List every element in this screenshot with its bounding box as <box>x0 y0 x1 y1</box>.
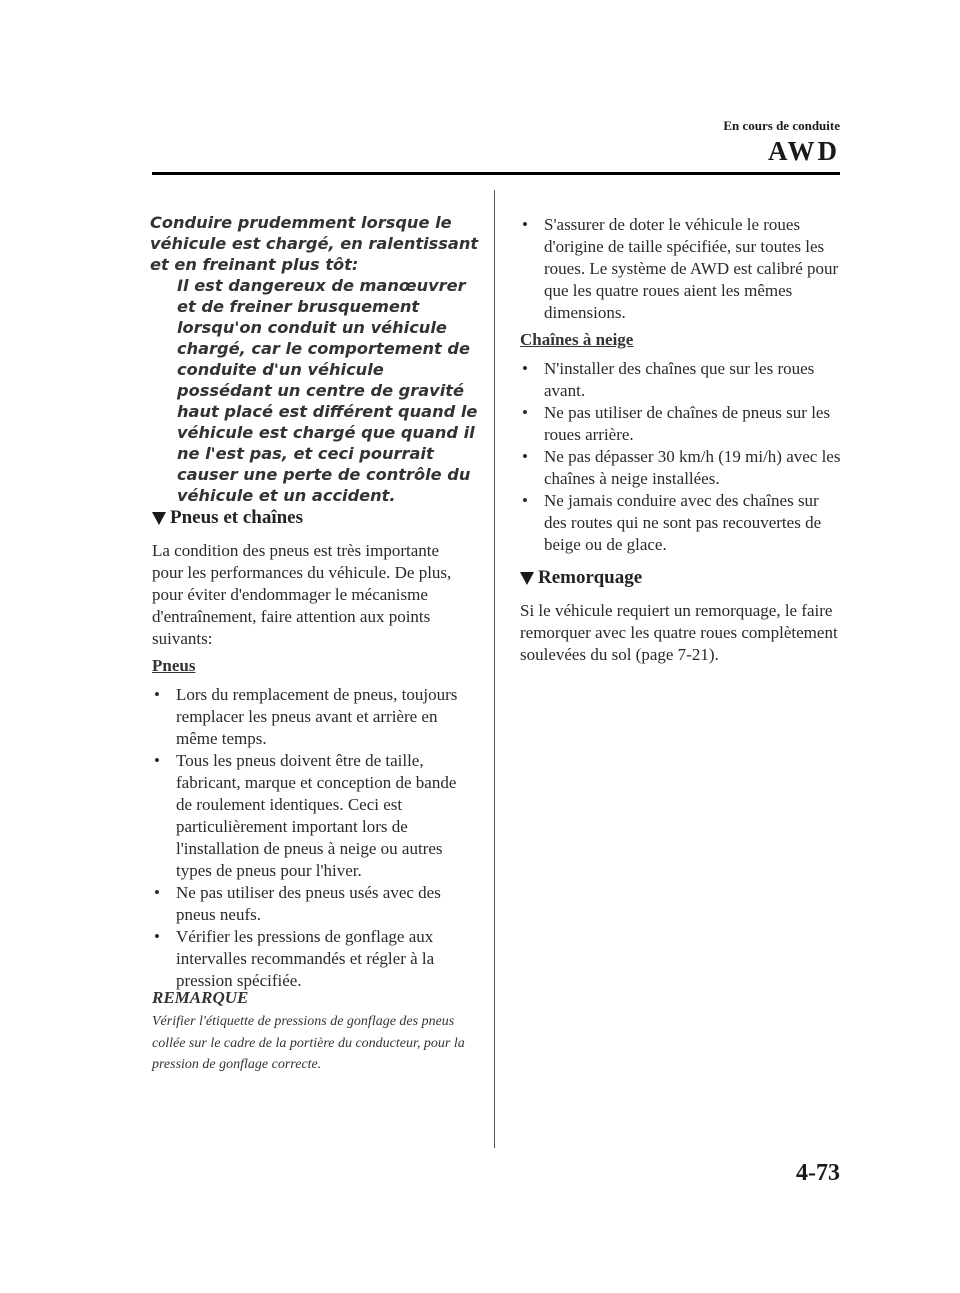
tires-bullet-list-continued <box>520 214 842 324</box>
list-item: • Ne pas dépasser 30 km/h (19 mi/h) avec les chaînes à neige installées. <box>522 447 841 488</box>
tires-chains-intro: La condition des pneus est très importante pour les performances du véhicule. De plus, pour éviter d'endommager le mécanisme d'entraînement, faire attention aux points suivants: <box>152 541 452 648</box>
towing-section <box>520 567 840 589</box>
warning-body: Il est dangereux de manœuvrer et de freiner brusquement lorsqu'on conduit un véhicule chargé, car le comportement de conduite d'un véhicule possédant un centre de gravité haut placé est différent quand le véhicule est chargé que quand il ne l'est pas, et ceci pourrait causer une perte de contrôle du véhicule et un accident. <box>177 276 478 505</box>
chains-subheading: Chaînes à neige <box>520 330 634 349</box>
list-item: • Ne pas utiliser de chaînes de pneus sur les roues arrière. <box>522 403 831 444</box>
list-item: • Tous les pneus doivent être de taille, fabricant, marque et conception de bande de roulement identiques. Ceci est particulièrement important lors de l'installation de pneus à neige ou autres types de pneus pour l'hiver. <box>154 751 457 880</box>
list-item: • S'assurer de doter le véhicule le roues d'origine de taille spécifiée, sur toutes les roues. Le système de AWD est calibré pour que les quatre roues aient les mêmes dimensions. <box>522 215 839 322</box>
page-number: 4-73 <box>796 1160 840 1186</box>
bullet-icon: • <box>522 359 528 378</box>
list-item: • Lors du remplacement de pneus, toujours remplacer les pneus avant et arrière en même temps. <box>154 685 458 748</box>
towing-heading: Remorquage <box>538 567 643 588</box>
bullet-icon: • <box>522 491 528 510</box>
list-item: • Ne jamais conduire avec des chaînes sur des routes qui ne sont pas recouvertes de beige ou de glace. <box>522 491 822 554</box>
chains-bullet-list <box>520 358 842 556</box>
chapter-title: AWD <box>767 136 840 166</box>
header-divider <box>152 172 840 175</box>
list-item: • Ne pas utiliser des pneus usés avec des pneus neufs. <box>154 883 441 924</box>
tires-chains-heading: Pneus et chaînes <box>170 507 303 528</box>
section-heading <box>152 507 482 529</box>
warning-title: Conduire prudemment lorsque le véhicule est chargé, en ralentissant et en freinant plus tôt: <box>150 213 479 274</box>
bullet-icon: • <box>154 883 160 902</box>
list-item: • N'installer des chaînes que sur les roues avant. <box>522 359 815 400</box>
note-title: REMARQUE <box>152 988 249 1007</box>
column-divider <box>494 190 495 1148</box>
bullet-icon: • <box>522 215 528 234</box>
list-item: • Vérifier les pressions de gonflage aux intervalles recommandés et régler à la pression spécifiée. <box>154 927 435 990</box>
section-title: En cours de conduite <box>723 118 840 133</box>
bullet-icon: • <box>154 685 160 704</box>
note-body: Vérifier l'étiquette de pressions de gonflage des pneus collée sur le cadre de la portière du conducteur, pour la pression de gonflage correcte. <box>152 1014 465 1072</box>
tires-chains-section <box>152 507 482 529</box>
towing-body: Si le véhicule requiert un remorquage, le faire remorquer avec les quatre roues complètement soulevées du sol (page 7-21). <box>520 601 838 664</box>
triangle-marker-icon <box>152 512 166 525</box>
tires-subheading: Pneus <box>152 656 196 675</box>
bullet-icon: • <box>522 447 528 466</box>
tires-bullet-list <box>152 684 472 992</box>
bullet-icon: • <box>154 927 160 946</box>
triangle-marker-icon <box>520 572 534 585</box>
bullet-icon: • <box>154 751 160 770</box>
section-heading <box>520 567 840 589</box>
bullet-icon: • <box>522 403 528 422</box>
